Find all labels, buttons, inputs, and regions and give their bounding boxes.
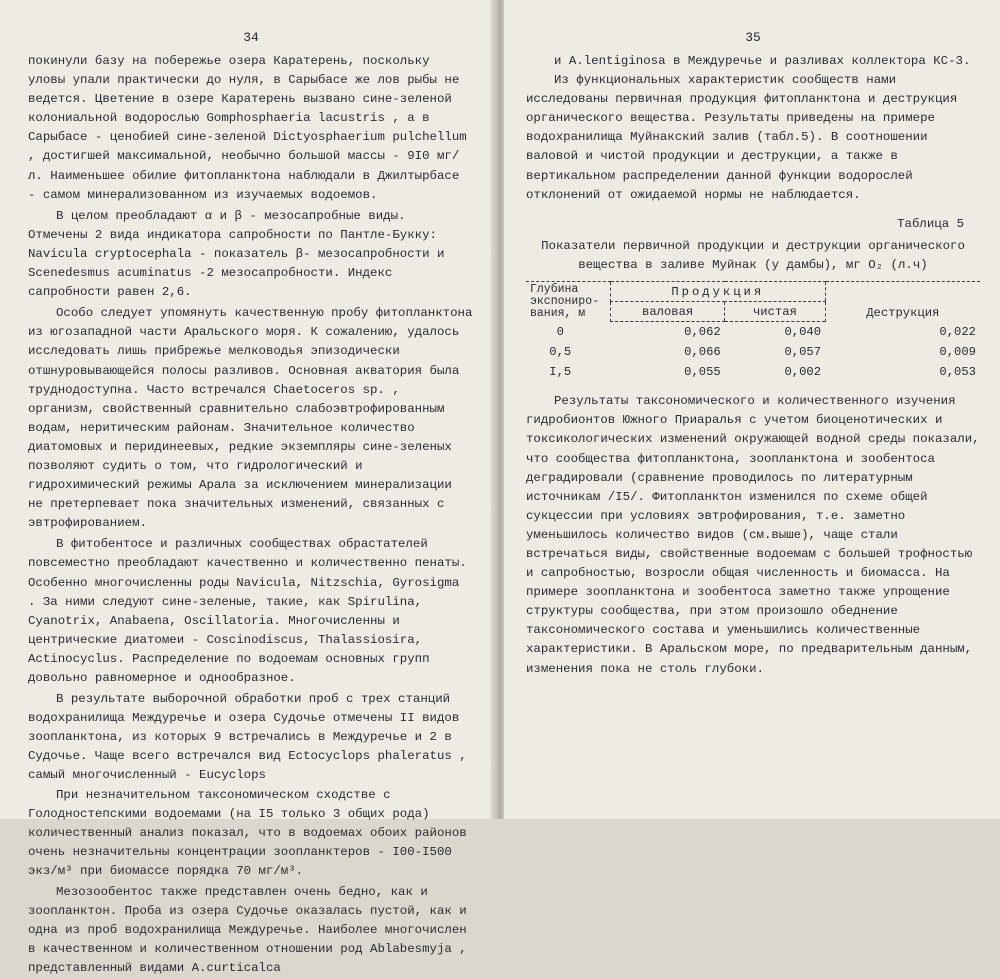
cell-gross: 0,055 [684, 365, 721, 380]
paragraph: Из функциональных характеристик сообществ нами исследованы первичная продукция фитопланктона и деструкция органического вещества. Результаты приведены на примере водохранилища Муйнакский залив (табл.5). В соотношении валовой и чистой продукции и деструкции, а также в вертикальном распределении данной функции водорослей отклонений от ожидаемой нормы не наблюдается. [526, 73, 958, 202]
column-header-destruction: Деструкция [825, 281, 980, 322]
paragraph: Результаты таксономического и количественного изучения гидробионтов Южного Приаралья с учетом биоценотических и токсикологических изменений окружающей водной среды показали, что сообщества фитопланктона, зоопланктона и зообентоса деградировали (сравнение проводилось по литературным источникам /I5/. Фитопланктон изменился по схеме общей сукцессии при условиях эвтрофирования, т.е. заметно уменьшилось количество видов (см.выше), чаще стали встречаться виды, свойственные водоемам с большей трофностью и сапробностью, возросли общая численность и биомасса. На примере зоопланктона и зообентоса заметно также упрощение структуры сообщества, при этом произошло обеднение таксономического состава и уменьшились количественные характеристики. В Аральском море, по предварительным данным, изменения пока не столь глубоки. [526, 394, 980, 676]
paragraph: Особо следует упомянуть качественную пробу фитопланктона из югозападной части Аральского моря. К сожалению, удалось исследовать лишь прибрежье мелководья эпизодически отшнуровывающейся полосы разливов. Основная акватория была труднодоступна. Часто встречался Chaetoceros sp. , организм, свойственный сравнительно слабоэвтрофированным водам, неритическим районам. Значительное количество диатомовых и перидинеевых, редкие экземпляры сине-зеленых позволяют судить о том, что гидрологический и гидрохимический режимы Арала за исключением минерализации не претерпевает пока значительных изменений, связанных с эвтрофированием. [28, 306, 473, 531]
table-title [526, 237, 980, 275]
paragraph: В целом преобладают α и β - мезосапробные виды. [56, 208, 406, 223]
table-title-line: Показатели первичной продукции и деструкции органического [541, 238, 965, 253]
cell-depth: I,5 [549, 365, 572, 380]
paragraph: покинули базу на побережье озера Каратерень, поскольку уловы упали практически до нуля, в Сарыбасе же лов рыбы не ведется. Цветение в озере Каратерень вызвано сине-зеленой колониальной водорослью Gomphosphaeria lacustris , а в Сарыбасе - ценобией сине-зеленой Dictyosphaerium pulchellum , достигшей максимальной, необычно большой массы - 9I0 мг/л. Наименьшее обилие фитопланктона наблюдали в Джилтырбасе - самом минерализованном из изучаемых водоемов. [28, 54, 467, 202]
cell-net: 0,057 [784, 345, 822, 360]
column-header-gross: валовая [611, 302, 725, 322]
paragraph: и A.lentiginosa в Междуречье и разливах коллектора КС-3. [554, 54, 971, 68]
paragraph: Мезозообентос также представлен очень бедно, как и зоопланктон. Проба из озера Судочье оказалась пустой, как и одна из проб водохранилища Междуречье. Наиболее многочислен в качественном и количественном отношении род Ablabesmyja , представленный видами A.curticalca [28, 885, 467, 976]
paragraph: Отмечены 2 вида индикатора сапробности по Пантле-Букку: Navicula cryptocephala - показатель β- мезосапробности и Scenedesmus acuminatus -2 мезосапробности. Индекс сапробности равен 2,6. [28, 227, 445, 300]
cell-destruction: 0,009 [939, 345, 976, 360]
page-number-right: 35 [745, 30, 761, 45]
page-number-left: 34 [243, 30, 259, 45]
cell-depth: 0,5 [549, 345, 572, 360]
table-row [526, 342, 980, 362]
column-header-production: Продукция [611, 281, 826, 301]
paragraph: В фитобентосе и различных сообществах обрастателей повсеместно преобладают качественно и количественно пенаты. Особенно многочисленны роды Navicula, Nitzschia, Gyrosigma . За ними следуют сине-зеленые, такие, как Spirulina, Cyanotrix, Anabaena, Oscillatoria. Многочисленны и центрические диатомеи - Coscinodiscus, Thalassiosira, Actinocyclus. Распределение по водоемам основных групп довольно равномерное и однообразное. [28, 537, 467, 685]
right-page [504, 0, 1000, 819]
left-page [0, 0, 496, 976]
table-row [526, 322, 980, 343]
cell-gross: 0,066 [684, 345, 721, 360]
left-page-text [28, 52, 474, 979]
column-header-depth: Глубина экспониро-вания, м [526, 281, 611, 322]
right-page-text-top [526, 52, 980, 205]
data-table [526, 281, 980, 383]
paragraph: При незначительном таксономическом сходстве с Голодностепскими водоемами (на I5 только 3 общих рода) количественный анализ показал, что в водоемах обоих районов очень незначительны концентрации зоопланктеров - I00-I500 экз/м³ при биомассе порядка 70 мг/м³. [28, 787, 467, 878]
column-header-net: чистая [725, 302, 825, 322]
cell-destruction: 0,022 [939, 325, 976, 339]
cell-net: 0,040 [784, 325, 822, 340]
cell-depth: 0 [556, 325, 564, 339]
table-caption: Таблица 5 [897, 216, 964, 231]
right-page-text-bottom [526, 392, 980, 678]
cell-gross: 0,062 [684, 325, 721, 340]
cell-destruction: 0,053 [939, 365, 976, 380]
cell-net: 0,002 [784, 365, 822, 380]
table-row [526, 362, 980, 382]
table-title-line: вещества в заливе Муйнак (у дамбы), мг O₂ (л.ч) [578, 257, 928, 272]
paragraph: В результате выборочной обработки проб с трех станций водохранилища Междуречье и озера Судочье отмечены II видов зоопланктона, из которых 9 встречались в Междуречье и 2 в Судочье. Чаще всего встречался вид Ectocyclops phaleratus , самый многочисленный - Eucyclops [28, 692, 467, 783]
